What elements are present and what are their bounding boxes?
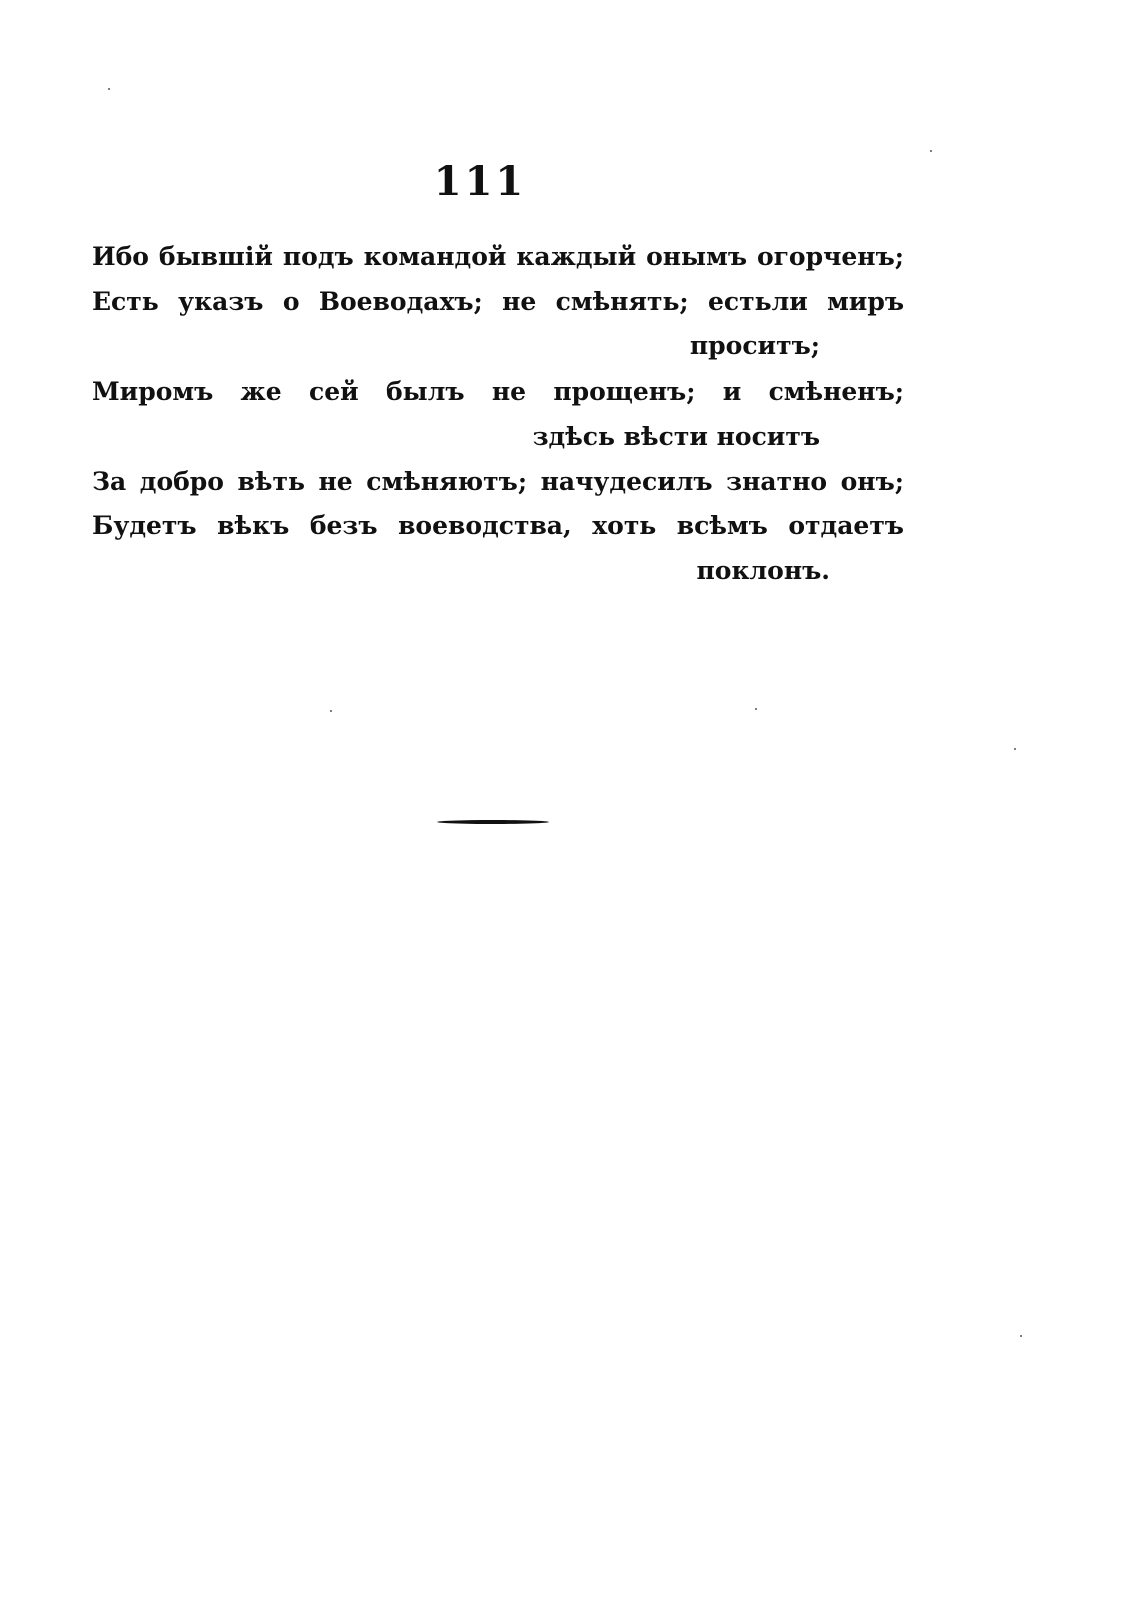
verse-line-2: Есть указъ о Воеводахъ; не смѣнять; естьли миръ — [92, 287, 904, 316]
paper-speck — [1020, 1335, 1022, 1337]
verse-line-4: За добро вѣть не смѣняютъ; начудесилъ знатно онъ; — [92, 467, 904, 496]
verse-line-3: Миромъ же сей былъ не прощенъ; и смѣненъ; — [92, 377, 904, 406]
paper-speck — [108, 88, 110, 90]
page-number: 111 — [433, 158, 527, 205]
paper-speck — [755, 708, 757, 710]
paper-speck — [330, 710, 332, 712]
verse-line-5-continuation: поклонъ. — [696, 556, 830, 585]
verse-line-2-continuation: проситъ; — [689, 331, 820, 360]
paper-speck — [930, 150, 932, 152]
verse-line-1: Ибо бывшій подъ командой каждый онымъ огорченъ; — [92, 242, 904, 271]
paper-speck — [1014, 748, 1016, 750]
end-rule-divider — [437, 820, 549, 824]
verse-line-5: Будетъ вѣкъ безъ воеводства, хоть всѣмъ отдаетъ — [92, 511, 904, 540]
verse-line-3-continuation: здѣсь вѣсти носитъ — [532, 422, 820, 451]
